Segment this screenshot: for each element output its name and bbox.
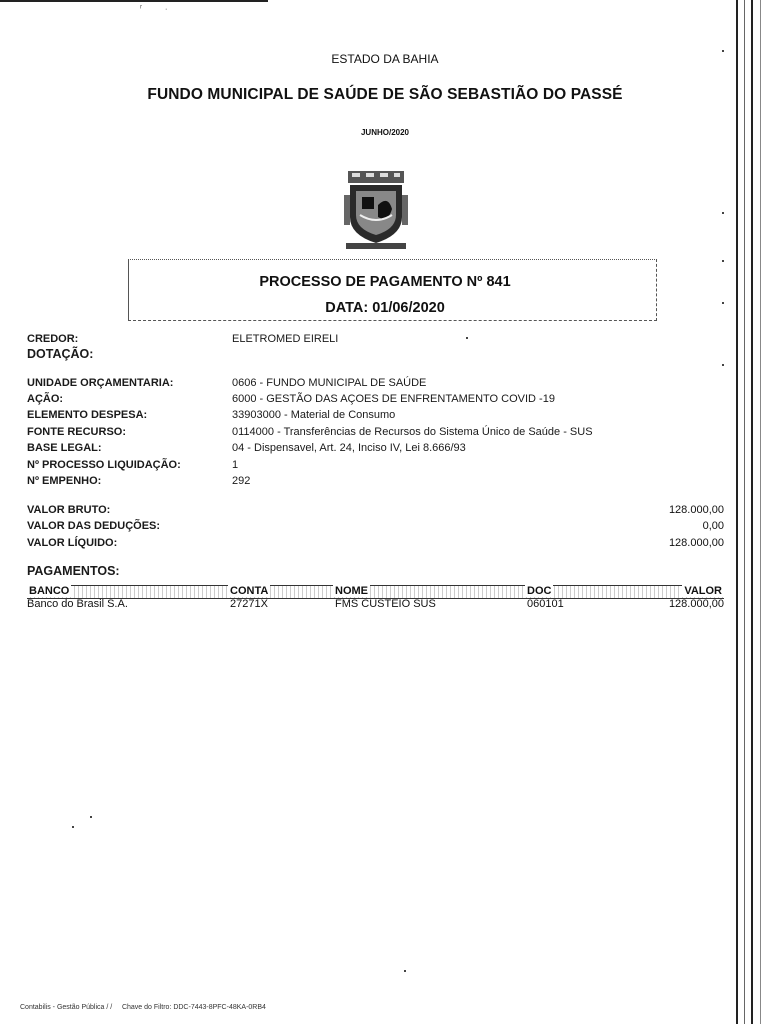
deducoes-label: VALOR DAS DEDUÇÕES:	[27, 520, 161, 532]
processo-label: Nº PROCESSO LIQUIDAÇÃO:	[27, 459, 181, 471]
valor-bruto-label: VALOR BRUTO:	[27, 504, 111, 516]
municipal-crest-icon	[344, 165, 408, 251]
process-title: PROCESSO DE PAGAMENTO Nº 841	[259, 274, 511, 290]
dotacao-label: DOTAÇÃO:	[27, 347, 94, 361]
period-label: JUNHO/2020	[360, 128, 410, 137]
base-legal-label: BASE LEGAL:	[27, 442, 102, 454]
valor-bruto-value: 128.000,00	[668, 504, 724, 516]
col-conta: CONTA	[230, 585, 269, 597]
scan-edge-line	[751, 0, 753, 1024]
empenho-value: 292	[232, 475, 251, 487]
col-valor: VALOR	[684, 585, 722, 597]
top-rule	[0, 0, 268, 2]
scan-dot	[72, 826, 74, 828]
col-banco: BANCO	[29, 585, 70, 597]
process-date: DATA: 01/06/2020	[325, 300, 445, 316]
scan-edge-line	[736, 0, 738, 1024]
row-banco: Banco do Brasil S.A.	[27, 598, 128, 610]
col-doc: DOC	[527, 585, 552, 597]
scan-dot	[90, 816, 92, 818]
scan-dot	[466, 337, 468, 339]
payments-table-header	[27, 585, 724, 599]
payments-title: PAGAMENTOS:	[27, 564, 120, 578]
valor-liquido-label: VALOR LÍQUIDO:	[27, 537, 118, 549]
footer-system: Contabilis - Gestão Pública /	[20, 1004, 109, 1011]
fonte-label: FONTE RECURSO:	[27, 426, 126, 438]
scan-edge-line	[760, 0, 761, 1024]
footer	[20, 1004, 266, 1011]
elemento-value: 33903000 - Material de Consumo	[232, 409, 396, 421]
col-nome: NOME	[335, 585, 368, 597]
credor-value: ELETROMED EIRELI	[232, 333, 339, 345]
scan-dot	[722, 212, 724, 214]
elemento-label: ELEMENTO DESPESA:	[27, 409, 148, 421]
fund-heading: FUNDO MUNICIPAL DE SAÚDE DE SÃO SEBASTIÃO DO PASSÉ	[147, 86, 623, 103]
scan-edge-line	[744, 0, 745, 1024]
credor-label: CREDOR:	[27, 333, 79, 345]
acao-label: AÇÃO:	[27, 393, 64, 405]
unidade-value: 0606 - FUNDO MUNICIPAL DE SAÚDE	[232, 377, 427, 389]
scan-mark: ᵣ ˌ	[140, 0, 168, 10]
unidade-label: UNIDADE ORÇAMENTARIA:	[27, 377, 174, 389]
scan-dot	[722, 302, 724, 304]
empenho-label: Nº EMPENHO:	[27, 475, 102, 487]
processo-value: 1	[232, 459, 239, 471]
row-doc: 060101	[527, 598, 564, 610]
fonte-value: 0114000 - Transferências de Recursos do Sistema Único de Saúde - SUS	[232, 426, 593, 438]
acao-value: 6000 - GESTÃO DAS AÇOES DE ENFRENTAMENTO COVID -19	[232, 393, 555, 405]
valor-liquido-value: 128.000,00	[668, 537, 724, 549]
row-conta: 27271X	[230, 598, 268, 610]
scan-dot	[404, 970, 406, 972]
base-legal-value: 04 - Dispensavel, Art. 24, Inciso IV, Lei 8.666/93	[232, 442, 466, 454]
deducoes-value: 0,00	[702, 520, 724, 532]
state-heading: ESTADO DA BAHIA	[331, 52, 439, 66]
row-valor: 128.000,00	[668, 598, 724, 610]
footer-filter-key: Chave do Filtro: DDC-7443-8PFC-48KA-0RB4	[121, 1004, 266, 1011]
row-nome: FMS CUSTEIO SUS	[335, 598, 436, 610]
scan-dot	[722, 50, 724, 52]
footer-sep: /	[110, 1004, 113, 1011]
scan-dot	[722, 260, 724, 262]
scan-dot	[722, 364, 724, 366]
